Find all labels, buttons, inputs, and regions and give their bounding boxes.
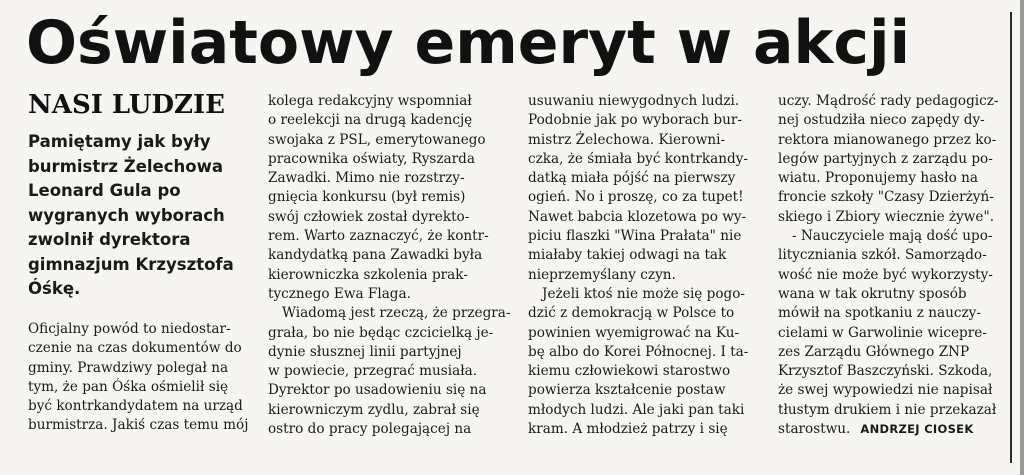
text-line: że swej wypowiedzi nie napisał	[778, 382, 993, 399]
text-line: powinien wyemigrować na Ku-	[528, 324, 740, 341]
text-fragment: starostwu.	[778, 421, 851, 438]
text-line: piciu flaszki "Wina Prałata" nie	[528, 228, 742, 245]
text-line: pracownika oświaty, Ryszarda	[268, 150, 475, 167]
text-line: o reelekcji na drugą kadencję	[268, 112, 473, 129]
article-headline: Oświatowy emeryt w akcji	[26, 8, 911, 78]
text-line: bę albo do Korei Północnej. I ta-	[528, 343, 749, 360]
text-column-3	[528, 92, 768, 439]
text-line: Dyrektor po usadowieniu się na	[268, 382, 487, 399]
text-line: czenie na czas dokumentów do	[28, 340, 242, 357]
text-line: Oficjalny powód to niedostar-	[28, 321, 231, 337]
text-line: kiemu człowiekowi starostwo	[528, 363, 731, 380]
text-line: kierowniczym zydlu, zabrał się	[268, 401, 480, 418]
text-line: tym, że pan Óśka ośmielił się	[28, 378, 229, 395]
text-column-2	[268, 92, 512, 439]
section-label: NASI LUDZIE	[28, 90, 225, 120]
text-line: froncie szkoły "Czasy Dzierżyń-	[778, 189, 994, 206]
text-line: Podobnie jak po wyborach bur-	[528, 112, 742, 129]
text-line: Wiadomą jest rzeczą, że przegra-	[282, 305, 511, 322]
text-line: Jeżeli ktoś nie może się pogo-	[542, 285, 746, 302]
text-line: legów partyjnych z zarządu po-	[778, 150, 993, 167]
text-line: Nawet babcia klozetowa po wy-	[528, 208, 747, 225]
text-line: ostro do pracy polegającej na	[268, 421, 472, 438]
text-line: wość nie może być wykorzysty-	[778, 266, 993, 283]
text-column-1	[28, 320, 260, 436]
text-line: wana w tak okrutny sposób	[778, 285, 967, 302]
text-line: mistrz Żelechowa. Kierowni-	[528, 131, 726, 148]
text-line: nej ostudziła nieco zapędy dy-	[778, 112, 985, 129]
text-line: lityczniania szkół. Samorządo-	[778, 247, 987, 264]
text-line: kierowniczka szkolenia prak-	[268, 266, 468, 283]
page-edge	[1020, 0, 1024, 475]
text-line: grała, bo nie będąc czcicielką je-	[268, 324, 494, 341]
text-line: mówił na spotkaniu z nauczy-	[778, 305, 981, 322]
text-line: burmistrza. Jakiś czas temu mój	[28, 417, 249, 434]
text-line: dzić z demokracją w Polsce to	[528, 305, 735, 322]
text-line: tłustym drukiem i nie przekazał	[778, 401, 997, 418]
text-line: swojaka z PSL, emerytowanego	[268, 131, 486, 148]
text-line: nieprzemyślany czyn.	[528, 266, 676, 283]
text-line: cielami w Garwolinie wicepre-	[778, 324, 987, 341]
text-line: uczy. Mądrość rady pedagogicz-	[778, 93, 999, 109]
text-line: kolega redakcyjny wspomniał	[268, 93, 472, 109]
text-line: Zawadki. Mimo nie rozstrzy-	[268, 170, 465, 187]
text-line: tycznego Ewa Flaga.	[268, 285, 411, 302]
text-line: w powiecie, przegrać musiała.	[268, 363, 478, 380]
text-line: być kontrkandydatem na urząd	[28, 398, 243, 415]
text-line: skiego i Zbiory wiecznie żywe".	[778, 208, 995, 225]
text-line: gminy. Prawdziwy polegał na	[28, 359, 229, 376]
text-line: wiatu. Proponujemy hasło na	[778, 170, 978, 187]
text-line: gnięcia konkursu (był remis)	[268, 189, 466, 206]
text-line: swój człowiek został dyrekto-	[268, 208, 470, 225]
text-line: kram. A młodzież patrzy i się	[528, 421, 728, 438]
author-signature: ANDRZEJ CIOSEK	[860, 422, 974, 437]
text-line: kandydatką pana Zawadki była	[268, 247, 483, 264]
text-line: powierza kształcenie postaw	[528, 382, 726, 399]
text-line: - Nauczyciele mają dość upo-	[792, 228, 993, 245]
text-line: zes Zarządu Głównego ZNP	[778, 343, 970, 360]
text-line: rem. Warto zaznaczyć, że kontr-	[268, 228, 489, 245]
text-line: rektora mianowanego przez ko-	[778, 131, 997, 148]
text-line: dynie słusznej linii partyjnej	[268, 343, 462, 360]
text-line: datką miała pójść na pierwszy	[528, 170, 736, 187]
text-line: Krzysztof Baszczyński. Szkoda,	[778, 363, 993, 380]
text-line: młodych ludzi. Ale jaki pan taki	[528, 401, 745, 418]
text-line: czka, że śmiała być kontrkandy-	[528, 150, 748, 167]
text-line: usuwaniu niewygodnych ludzi.	[528, 93, 740, 109]
text-line: miałaby takiej odwagi na tak	[528, 247, 727, 264]
article-lead: Pamiętamy jak były burmistrz Żelechowa Leonard Gula po wygranych wyborach zwolnił dyrektora gimnazjum Krzysztofa Óśkę.	[28, 132, 234, 298]
text-column-4	[778, 92, 1014, 439]
text-line-last	[778, 420, 1014, 439]
text-line: ogień. No i proszę, co za tupet!	[528, 189, 744, 206]
